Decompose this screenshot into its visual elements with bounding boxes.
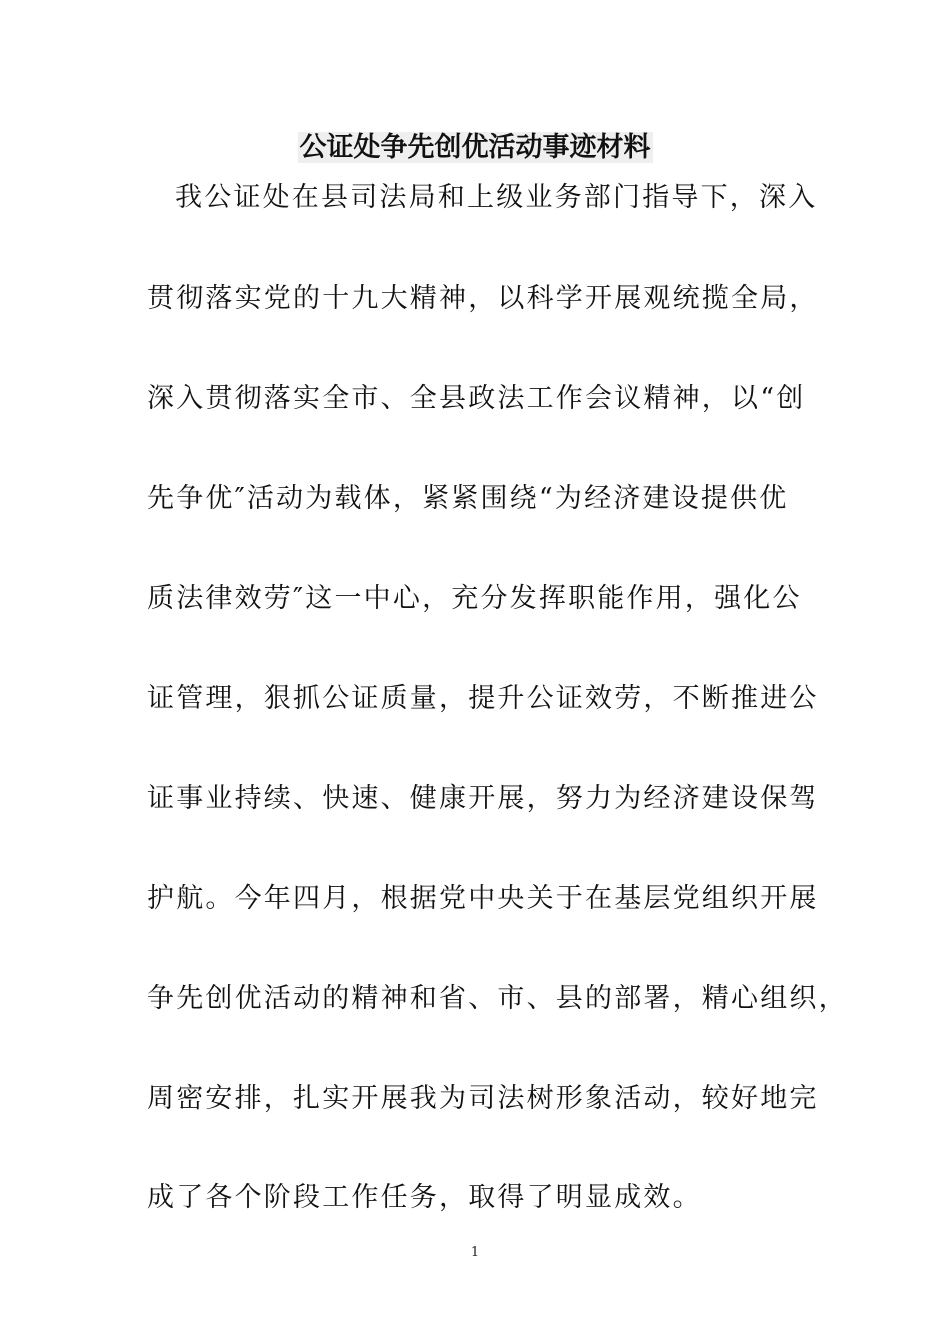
document-title-text: 公证处争先创优活动事迹材料 [299, 132, 651, 163]
body-line: 成了各个阶段工作任务，取得了明显成效。 [147, 1182, 702, 1213]
body-line: 深入贯彻落实全市、全县政法工作会议精神，以“创 [147, 383, 806, 414]
document-title [0, 128, 950, 168]
body-line: 贯彻落实党的十九大精神，以科学开展观统揽全局， [147, 283, 819, 314]
body-line: 证事业持续、快速、健康开展，努力为经济建设保驾 [147, 783, 819, 814]
body-line: 先争优″活动为载体，紧紧围绕“为经济建设提供优 [147, 483, 789, 514]
body-line: 质法律效劳″这一中心，充分发挥职能作用，强化公 [147, 583, 802, 614]
page-number: 1 [470, 1245, 480, 1260]
body-line: 我公证处在县司法局和上级业务部门指导下，深入 [175, 182, 818, 213]
body-line: 周密安排，扎实开展我为司法树形象活动，较好地完 [147, 1083, 819, 1114]
body-line: 争先创优活动的精神和省、市、县的部署，精心组织， [147, 983, 848, 1014]
body-line: 证管理，狠抓公证质量，提升公证效劳，不断推进公 [147, 683, 819, 714]
body-line: 护航。今年四月，根据党中央关于在基层党组织开展 [147, 883, 819, 914]
